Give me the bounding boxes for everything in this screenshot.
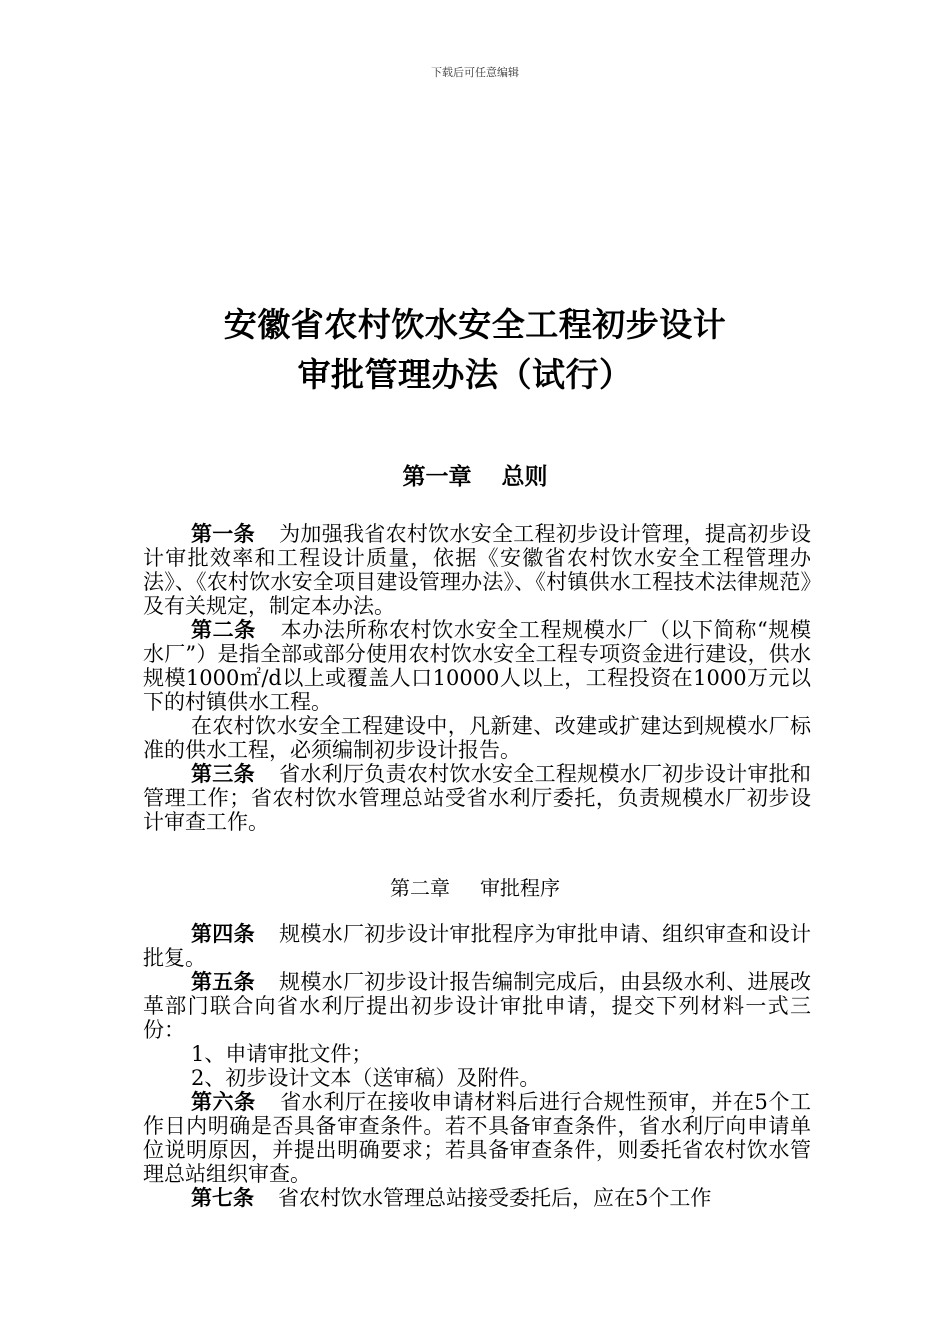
chapter-2-name: 审批程序 xyxy=(480,876,560,900)
list-item-2-text: 2、初步设计文本（送审稿）及附件。 xyxy=(191,1066,541,1090)
article-6 xyxy=(143,1090,811,1186)
article-7 xyxy=(143,1186,811,1210)
article-2-label: 第二条 xyxy=(191,618,256,642)
chapter-2-body xyxy=(143,922,811,1210)
article-5-text: 规模水厂初步设计报告编制完成后，由县级水利、进展改革部门联合向省水利厅提出初步设计审批申请，提交下列材料一式三份： xyxy=(143,970,811,1042)
chapter-1-name: 总则 xyxy=(501,464,548,490)
article-3-text: 省水利厅负责农村饮水安全工程规模水厂初步设计审批和管理工作；省农村饮水管理总站受省水利厅委托，负责规模水厂初步设计审查工作。 xyxy=(143,762,811,834)
article-1-text: 为加强我省农村饮水安全工程初步设计管理，提高初步设计审批效率和工程设计质量，依据《安徽省农村饮水安全工程管理办法》、《农村饮水安全项目建设管理办法》、《村镇供水工程技术法律规范》及有关规定，制定本办法。 xyxy=(143,522,811,618)
list-item-2 xyxy=(143,1066,811,1090)
article-2-continued xyxy=(143,714,811,762)
article-4 xyxy=(143,922,811,970)
chapter-1-body xyxy=(143,522,811,834)
chapter-2-number: 第二章 xyxy=(390,876,450,900)
title-line-2: 审批管理办法（试行） xyxy=(297,355,633,394)
article-6-text: 省水利厅在接收申请材料后进行合规性预审，并在5个工作日内明确是否具备审查条件。若不具备审查条件，省水利厅向申请单位说明原因，并提出明确要求；若具备审查条件，则委托省农村饮水管理总站组织审查。 xyxy=(143,1090,812,1186)
document-title xyxy=(0,300,950,400)
article-1-label: 第一条 xyxy=(191,522,255,546)
article-6-label: 第六条 xyxy=(191,1090,256,1114)
article-5-label: 第五条 xyxy=(191,970,255,994)
article-7-text: 省农村饮水管理总站接受委托后，应在5个工作 xyxy=(278,1186,712,1210)
chapter-1-heading xyxy=(0,458,950,491)
chapter-1-number: 第一章 xyxy=(402,464,472,490)
article-2 xyxy=(143,618,811,714)
chapter-2-heading xyxy=(0,872,950,901)
article-4-label: 第四条 xyxy=(191,922,255,946)
article-5 xyxy=(143,970,811,1042)
article-7-label: 第七条 xyxy=(191,1186,254,1210)
article-1 xyxy=(143,522,811,618)
title-line-1: 安徽省农村饮水安全工程初步设计 xyxy=(223,305,727,344)
article-2-text: 本办法所称农村饮水安全工程规模水厂（以下简称“规模水厂”）是指全部或部分使用农村饮水安全工程专项资金进行建设，供水规模1000㎡/d以上或覆盖人口10000人以上，工程投资在1000万元以下的村镇供水工程。 xyxy=(143,618,812,714)
list-item-1 xyxy=(143,1042,811,1066)
list-item-1-text: 1、申请审批文件； xyxy=(191,1042,373,1066)
header-note: 下载后可任意编辑 xyxy=(431,66,519,79)
article-2-continued-text: 在农村饮水安全工程建设中，凡新建、改建或扩建达到规模水厂标准的供水工程，必须编制初步设计报告。 xyxy=(143,714,811,762)
article-4-text: 规模水厂初步设计审批程序为审批申请、组织审查和设计批复。 xyxy=(143,922,811,970)
article-3 xyxy=(143,762,811,834)
article-3-label: 第三条 xyxy=(191,762,255,786)
